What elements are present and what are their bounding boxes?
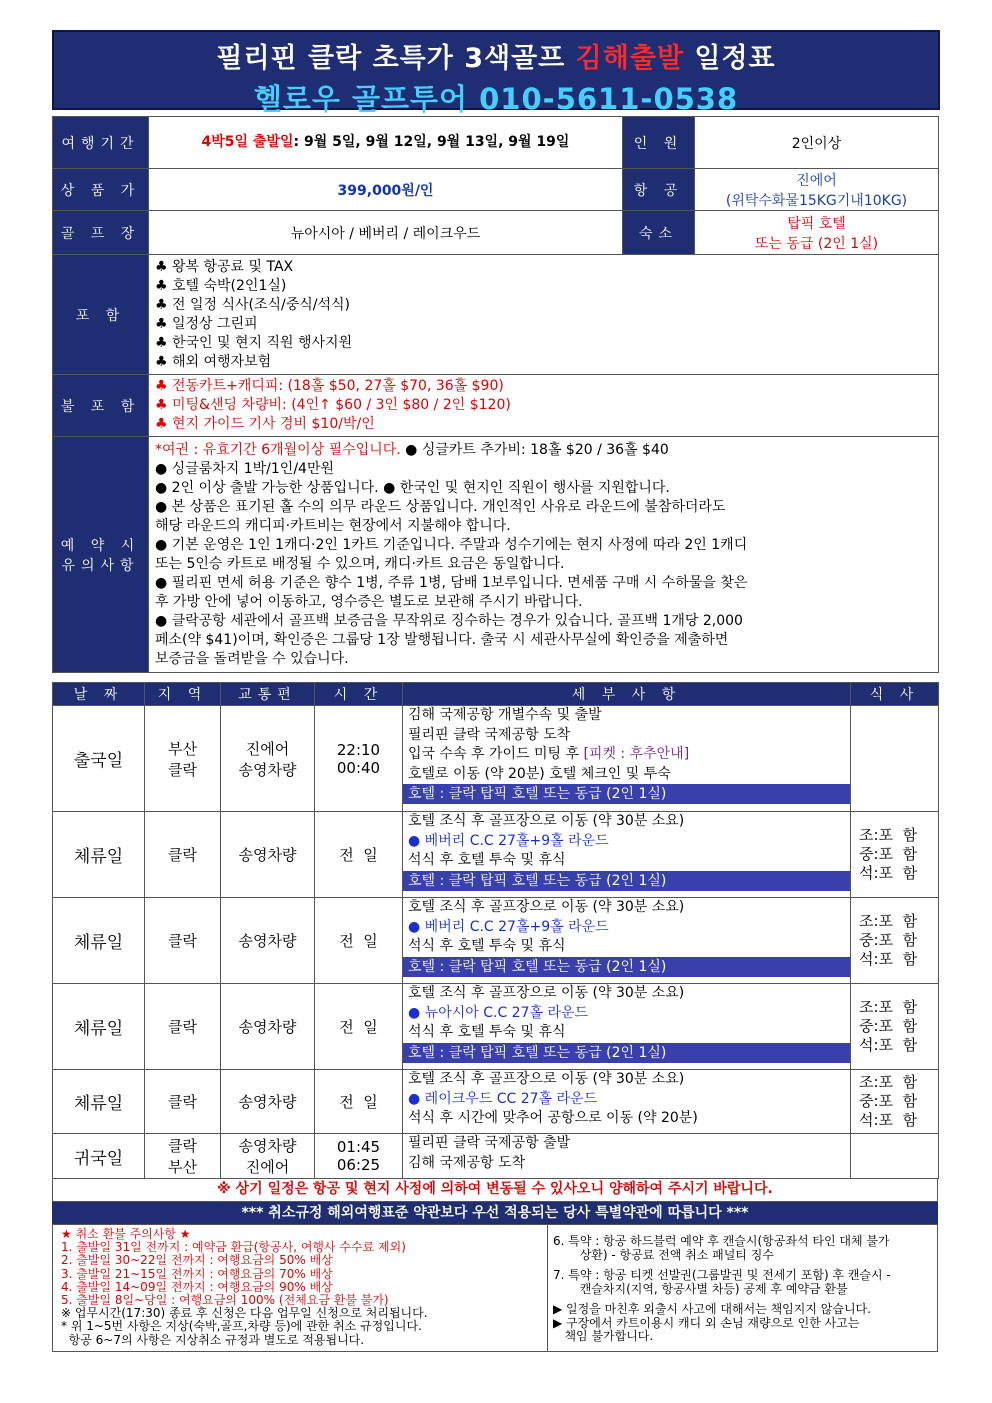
detail-line — [403, 706, 850, 726]
cancel-rule: 4. 출발일 14~09일 전까지 : 여행요금의 90% 배상 — [61, 1279, 333, 1294]
cancel-rule: 1. 출발일 31일 전까지 : 예약금 환급(항공사, 여행사 수수료 제외) — [61, 1240, 406, 1255]
golf-round: ● 뉴아시아 C.C 27홀 라운드 — [408, 1004, 589, 1021]
region-line: 클락 — [168, 1137, 197, 1155]
transport-line: 송영차량 — [238, 1137, 297, 1155]
transport — [221, 1070, 315, 1134]
include-list — [149, 255, 939, 375]
detail-line — [403, 1109, 850, 1129]
meals — [851, 706, 939, 812]
detail-line — [403, 937, 850, 957]
detail-text: 호텔 조식 후 골프장으로 이동 (약 30분 소요) — [408, 899, 685, 915]
details — [403, 984, 851, 1070]
hotel-value: 탑픽 호텔 또는 동급 (2인 1실) — [695, 211, 939, 255]
exclude-list — [149, 375, 939, 437]
itinerary-row — [53, 1134, 939, 1179]
time — [315, 1070, 403, 1134]
detail-text: 석식 후 호텔 투숙 및 휴식 — [408, 852, 566, 868]
list-item: ♣ 해외 여행자보험 — [155, 353, 272, 370]
term-line: 7. 특약 : 항공 티켓 선발권(그룹발권 및 전세기 포함) 후 캔슬시 - — [553, 1268, 891, 1282]
people-label: 인 원 — [623, 117, 695, 169]
hotel-bar: 호텔 : 클락 탑픽 호텔 또는 동급 (2인 1실) — [403, 1043, 850, 1063]
transport — [221, 1134, 315, 1179]
detail-line — [403, 918, 850, 938]
time — [315, 984, 403, 1070]
note-line: ● 기본 운영은 1인 1캐디·2인 1카트 기준입니다. 주말과 성수기에는 현지 사정에 따라 2인 1캐디 — [155, 536, 748, 553]
term-line: 책임 불가합니다. — [553, 1329, 654, 1343]
golf-courses: 뉴아시아 / 베버리 / 레이크우드 — [149, 211, 623, 255]
details — [403, 898, 851, 984]
transport-line: 송영차량 — [238, 1018, 297, 1036]
term-line: 6. 특약 : 항공 하드블럭 예약 후 캔슬시(항공좌석 타인 대체 불가 — [553, 1234, 890, 1248]
time-line: 전 일 — [339, 846, 378, 864]
detail-line — [403, 726, 850, 746]
day-label: 체류일 — [53, 1070, 145, 1134]
hotel-label: 숙소 — [623, 211, 695, 255]
day-label: 체류일 — [53, 812, 145, 898]
transport — [221, 898, 315, 984]
price-value: 399,000원/인 — [149, 169, 623, 211]
header-region: 지 역 — [145, 683, 221, 706]
detail-line — [403, 745, 850, 765]
region — [145, 812, 221, 898]
detail-text: 석식 후 시간에 맞추어 공항으로 이동 (약 20분) — [408, 1110, 698, 1126]
day-label: 출국일 — [53, 706, 145, 812]
detail-line — [403, 765, 850, 785]
region — [145, 1134, 221, 1179]
itinerary-row — [53, 1070, 939, 1134]
details — [403, 706, 851, 812]
transport-line: 송영차량 — [238, 760, 297, 779]
note-line: 또는 5인승 카트로 배정될 수 있으며, 캐디·카트 요금은 동일합니다. — [155, 555, 565, 572]
meals — [851, 812, 939, 898]
detail-text: 입국 수속 후 가이드 미팅 후 — [408, 746, 584, 762]
transport — [221, 706, 315, 812]
region — [145, 1070, 221, 1134]
list-item: ♣ 전동카트+캐디피: (18홀 $50, 27홀 $70, 36홀 $90) — [155, 378, 504, 394]
header-time: 시 간 — [315, 683, 403, 706]
transport-line: 진에어 — [245, 1158, 290, 1176]
region — [145, 706, 221, 812]
list-item: ♣ 한국인 및 현지 직원 행사지원 — [155, 334, 353, 351]
departure-dates: 4박5일 출발일: 9월 5일, 9월 12일, 9월 13일, 9월 19일 — [149, 117, 623, 169]
note-line: *여권 : 유효기간 6개월이상 필수입니다. ● 싱글카트 추가비: 18홀 $20 / 36홀 $40 — [155, 441, 669, 458]
detail-text: 석식 후 호텔 투숙 및 휴식 — [408, 1024, 566, 1040]
note-line: 해당 라운드의 캐디피·카트비는 현장에서 지불해야 합니다. — [155, 517, 511, 534]
cancellation-policy-banner: *** 취소규정 해외여행표준 약관보다 우선 적용되는 당사 특별약관에 따릅니다 *** — [52, 1202, 938, 1224]
detail-line — [403, 1134, 850, 1154]
detail-line — [403, 1004, 850, 1024]
region-line: 클락 — [168, 846, 197, 864]
detail-line — [403, 832, 850, 852]
cancel-rule: 3. 출발일 21~15일 전까지 : 여행요금의 70% 배상 — [61, 1266, 333, 1281]
region-line: 클락 — [168, 760, 197, 779]
meals — [851, 898, 939, 984]
time-line: 전 일 — [339, 1018, 378, 1036]
airline-label: 항 공 — [623, 169, 695, 211]
transport-line: 송영차량 — [238, 846, 297, 864]
detail-line — [403, 812, 850, 832]
list-item: ♣ 일정상 그린피 — [155, 315, 258, 332]
cancellation-rules — [61, 1228, 541, 1347]
golf-round: ● 베버리 C.C 27홀+9홀 라운드 — [408, 918, 609, 935]
details — [403, 1134, 851, 1179]
note-line: 페소(약 $41)이며, 확인증은 그룹당 1장 발행됩니다. 출국 시 세관사무실에 확인증을 제출하면 — [155, 631, 729, 648]
meal-line: 석:포 함 — [859, 1036, 918, 1054]
special-terms — [553, 1235, 933, 1344]
time — [315, 812, 403, 898]
title-banner — [52, 30, 940, 116]
detail-text: 석식 후 호텔 투숙 및 휴식 — [408, 938, 566, 954]
detail-line — [403, 1154, 850, 1174]
region — [145, 898, 221, 984]
detail-line — [403, 1090, 850, 1110]
schedule-change-notice: ※ 상기 일정은 항공 및 현지 사정에 의하여 변동될 수 있사오니 양해하여 주시기 바랍니다. — [52, 1178, 938, 1202]
time — [315, 898, 403, 984]
note-line: ● 2인 이상 출발 가능한 상품입니다. ● 한국인 및 현지인 직원이 행사를 지원합니다. — [155, 479, 670, 496]
meal-line: 조:포 함 — [859, 826, 918, 844]
list-item: ♣ 미팅&샌딩 차량비: (4인↑ $60 / 3인 $80 / 2인 $120) — [155, 397, 511, 413]
meal-line: 석:포 함 — [859, 1111, 918, 1129]
note-line: ● 본 상품은 표기된 홀 수의 의무 라운드 상품입니다. 개인적인 사유로 라운드에 불참하더라도 — [155, 498, 726, 515]
day-label: 귀국일 — [53, 1134, 145, 1179]
term-line: ▶ 일정을 마친후 외출시 사고에 대해서는 책임지지 않습니다. — [553, 1302, 871, 1316]
cancel-rule: 2. 출발일 30~22일 전까지 : 여행요금의 50% 배상 — [61, 1253, 333, 1268]
time — [315, 706, 403, 812]
note-line: ● 클락공항 세관에서 골프백 보증금을 무작위로 징수하는 경우가 있습니다. 골프백 1개당 2,000 — [155, 612, 743, 629]
meal-line: 중:포 함 — [859, 931, 918, 949]
details — [403, 1070, 851, 1134]
cancel-rule: 5. 출발일 8일~당일 : 여행요금의 100% (전체요금 환불 불가) — [61, 1293, 389, 1308]
term-line: ▶ 구장에서 카트이용시 캐디 외 손님 재량으로 인한 사고는 — [553, 1315, 860, 1330]
meal-line: 중:포 함 — [859, 1092, 918, 1110]
tour-info-table — [52, 116, 939, 673]
itinerary-row — [53, 706, 939, 812]
detail-line — [403, 1023, 850, 1043]
transport-line: 송영차량 — [238, 932, 297, 950]
header-transport: 교통편 — [221, 683, 315, 706]
region — [145, 984, 221, 1070]
meal-line: 중:포 함 — [859, 1017, 918, 1035]
meal-line: 조:포 함 — [859, 1073, 918, 1091]
divider — [547, 1225, 548, 1351]
agency-contact: 헬로우 골프투어 010-5611-0538 — [253, 82, 739, 116]
period-label: 여행기간 — [53, 117, 149, 169]
detail-line — [403, 898, 850, 918]
itinerary-row — [53, 984, 939, 1070]
time-line: 22:10 — [336, 740, 381, 759]
booking-notes — [149, 437, 939, 673]
price-label: 상 품 가 — [53, 169, 149, 211]
meal-line: 석:포 함 — [859, 950, 918, 968]
detail-text: 김해 국제공항 개별수속 및 출발 — [408, 707, 602, 723]
detail-text: 호텔 조식 후 골프장으로 이동 (약 30분 소요) — [408, 1071, 685, 1087]
time-line: 06:25 — [336, 1156, 381, 1174]
day-label: 체류일 — [53, 984, 145, 1070]
meals — [851, 1134, 939, 1179]
region-line: 클락 — [168, 1093, 197, 1111]
region-line: 부산 — [168, 739, 197, 758]
hotel-bar: 호텔 : 클락 탑픽 호텔 또는 동급 (2인 1실) — [403, 871, 850, 891]
cancellation-box — [52, 1224, 938, 1352]
detail-text: 필리핀 클락 국제공항 출발 — [408, 1135, 571, 1151]
golf-round: ● 레이크우드 CC 27홀 라운드 — [408, 1090, 598, 1107]
header-date: 날 짜 — [53, 683, 145, 706]
meal-line: 중:포 함 — [859, 845, 918, 863]
detail-line — [403, 984, 850, 1004]
transport-line: 진에어 — [245, 739, 290, 758]
list-item: ♣ 호텔 숙박(2인1실) — [155, 277, 287, 294]
cancel-note: ※ 업무시간(17:30) 종료 후 신청은 다음 업무일 신청으로 처리됩니다. — [61, 1306, 428, 1321]
transport-line: 송영차량 — [238, 1093, 297, 1111]
airline-value: 진에어 (위탁수화물15KG기내10KG) — [695, 169, 939, 211]
hotel-bar: 호텔 : 클락 탑픽 호텔 또는 동급 (2인 1실) — [403, 784, 850, 804]
meal-line: 석:포 함 — [859, 864, 918, 882]
region-line: 클락 — [168, 1018, 197, 1036]
include-label: 포 함 — [53, 255, 149, 375]
time-line: 01:45 — [336, 1138, 381, 1156]
transport — [221, 812, 315, 898]
list-item: ♣ 왕복 항공료 및 TAX — [155, 258, 294, 275]
detail-text: 필리핀 클락 국제공항 도착 — [408, 726, 571, 743]
header-meals: 식 사 — [851, 683, 939, 706]
cancel-note: 항공 6~7의 사항은 지상취소 규정과 별도로 적용됩니다. — [61, 1332, 365, 1347]
golf-round: ● 베버리 C.C 27홀+9홀 라운드 — [408, 832, 609, 849]
note-line: ● 필리핀 면세 허용 기준은 향수 1병, 주류 1병, 담배 1보루입니다. 면세품 구매 시 수하물을 찾은 — [155, 574, 748, 591]
golf-label: 골 프 장 — [53, 211, 149, 255]
detail-text: 호텔 조식 후 골프장으로 이동 (약 30분 소요) — [408, 813, 685, 829]
cancel-title: ★ 취소 환불 주의사항 ★ — [61, 1227, 191, 1241]
exclude-label: 불 포 함 — [53, 375, 149, 437]
time — [315, 1134, 403, 1179]
itinerary-row — [53, 812, 939, 898]
note-line: 보증금을 돌려받을 수 있습니다. — [155, 650, 349, 667]
detail-text: 호텔 조식 후 골프장으로 이동 (약 30분 소요) — [408, 985, 685, 1001]
itinerary-table — [52, 682, 939, 1179]
time-line: 전 일 — [339, 1093, 378, 1111]
meals — [851, 1070, 939, 1134]
meal-line: 조:포 함 — [859, 912, 918, 930]
detail-text: 김해 국제공항 도착 — [408, 1154, 526, 1171]
detail-text: 호텔로 이동 (약 20분) 호텔 체크인 및 투숙 — [408, 765, 671, 782]
detail-line — [403, 851, 850, 871]
transport — [221, 984, 315, 1070]
hotel-bar: 호텔 : 클락 탑픽 호텔 또는 동급 (2인 1실) — [403, 957, 850, 977]
page-title: 필리핀 클락 초특가 3색골프 김해출발 일정표 — [216, 43, 776, 74]
picket-note: [피켓 : 후추안내] — [583, 746, 690, 762]
term-line: 캔슬차지(지역, 항공사별 차등) 공제 후 예약금 환불 — [553, 1281, 848, 1296]
cancel-note: * 위 1~5번 사항은 지상(숙박,골프,차량 등)에 관한 취소 규정입니다. — [61, 1319, 422, 1334]
region-line: 부산 — [168, 1158, 197, 1176]
day-label: 체류일 — [53, 898, 145, 984]
meal-line: 조:포 함 — [859, 998, 918, 1016]
time-line: 00:40 — [336, 758, 381, 777]
region-line: 클락 — [168, 932, 197, 950]
list-item: ♣ 전 일정 식사(조식/중식/석식) — [155, 296, 351, 313]
itinerary-row — [53, 898, 939, 984]
note-line: ● 싱글룸차지 1박/1인/4만원 — [155, 460, 334, 477]
meals — [851, 984, 939, 1070]
notes-label: 예 약 시 유의사항 — [53, 437, 149, 673]
people-value: 2인이상 — [695, 117, 939, 169]
detail-line — [403, 1070, 850, 1090]
list-item: ♣ 현지 가이드 기사 경비 $10/박/인 — [155, 416, 375, 432]
note-line: 후 가방 안에 넣어 이동하고, 영수증은 별도로 보관해 주시기 바랍니다. — [155, 593, 583, 610]
header-details: 세 부 사 항 — [403, 683, 851, 706]
details — [403, 812, 851, 898]
term-line: 상환) - 항공료 전액 취소 패널티 징수 — [553, 1247, 774, 1262]
time-line: 전 일 — [339, 932, 378, 950]
